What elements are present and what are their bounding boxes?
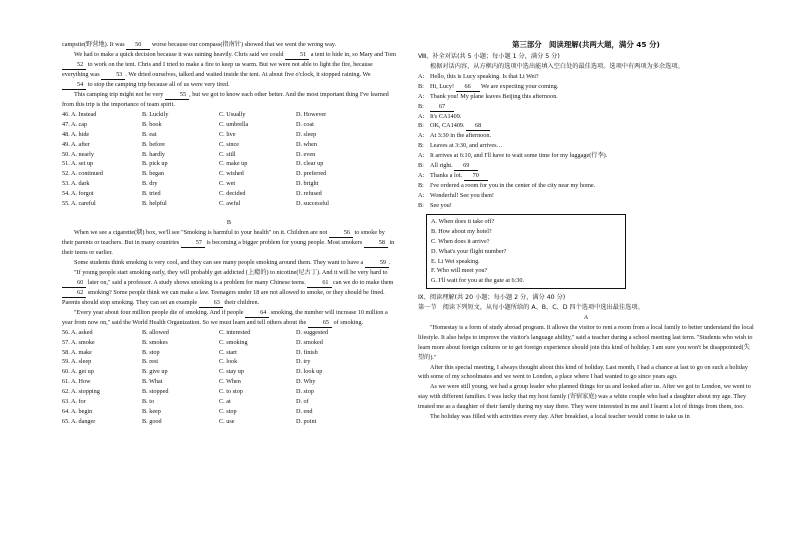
dialogue-text: It arrives at 6:10, and I'll have to wait some time for my luggage(行李).	[430, 152, 608, 160]
box-option: F. Who will meet you?	[431, 267, 488, 275]
cloze-a-options	[62, 110, 396, 209]
box-option: B. How about my hotel?	[431, 227, 492, 235]
answer-blank: 56	[329, 229, 353, 238]
passage-b-paragraph: When we see a cigarette(烟) box, we'll see "Smoking is harmful to your health" on it. Children are not 56 to smoke by their parents or teachers. But in many countries 57 is becoming a bigger problem for young people. Most smokers 58 in their teens or earlier.	[62, 228, 395, 256]
answer-blank: 69	[454, 162, 478, 171]
answer-blank: 52	[62, 61, 86, 70]
option-cell: D. sleep	[296, 130, 317, 138]
answer-blank: 50	[126, 41, 150, 50]
option-cell: D. try	[296, 358, 311, 366]
option-cell: D. end	[296, 407, 313, 415]
dialogue-line	[418, 181, 754, 191]
passage-a-label: A	[583, 314, 589, 322]
speaker-label: A:	[418, 152, 425, 160]
dialogue-line	[418, 171, 754, 181]
option-cell: B. to	[142, 398, 155, 406]
option-cell: B. dry	[142, 180, 158, 188]
speaker-label: B:	[418, 142, 424, 150]
answer-blank: 53	[101, 71, 125, 80]
dialogue-text: Wonderful! See you then!	[430, 192, 494, 200]
speaker-label: A:	[418, 132, 425, 140]
option-cell: D. look up	[296, 368, 323, 376]
option-cell: B. pick up	[142, 160, 168, 168]
option-cell: 47. A. cap	[62, 120, 88, 128]
dialogue-text	[430, 102, 754, 112]
option-cell: B. keep	[142, 407, 161, 415]
option-cell: C. start	[219, 348, 237, 356]
option-cell: D. point	[296, 417, 317, 425]
option-cell: 52. A. continued	[62, 170, 103, 178]
option-cell: 51. A. set up	[62, 160, 94, 168]
answer-blank: 58	[364, 239, 388, 248]
passage-a-paragraph: This camping trip might not be very 55 , but we got to know each other better. And the most important thing I've learned from this trip is the importance of team spirit.	[62, 91, 389, 108]
option-cell: D. of	[296, 398, 309, 406]
dialogue-line	[418, 191, 754, 201]
option-cell: B. rest	[142, 358, 159, 366]
option-cell: B. tried	[142, 190, 161, 198]
passage-b-paragraph: "Every year about four million people die of smoking. And if people 64 smoking, the number will increase 10 million a year from now on," said the World Health Organization. So we must learn and tell others about the 65 of smoking.	[62, 308, 388, 326]
option-cell: 49. A. after	[62, 140, 90, 148]
option-cell: B. give up	[142, 368, 168, 376]
option-cell: 60. A. get up	[62, 368, 94, 376]
box-option: C. When does it arrive?	[431, 237, 490, 245]
option-cell: B. smokes	[142, 338, 168, 346]
dialogue-line	[418, 82, 754, 92]
option-cell: 58. A. make	[62, 348, 92, 356]
option-cell: 54. A. forgot	[62, 190, 94, 198]
option-cell: C. umbrella	[219, 120, 249, 128]
option-cell: C. wished	[219, 170, 244, 178]
option-cell: C. Usually	[219, 110, 246, 118]
box-option: D. What's your flight number?	[431, 247, 507, 255]
option-cell: D. refused	[296, 190, 322, 198]
option-cell: B. eat	[142, 130, 157, 138]
option-cell: D. suggested	[296, 328, 328, 336]
answer-blank: 66	[456, 83, 480, 92]
cloze-b-options	[62, 328, 396, 427]
dialogue-line	[418, 151, 754, 161]
dialogue-line	[418, 161, 754, 171]
answer-blank: 60	[62, 279, 86, 288]
right-column	[418, 40, 754, 422]
reading-paragraph: As we were still young, we had a group leader who planned things for us and looked after us. After we got to London, we went to stay with different families. I was lucky that my host family (寄宿家庭) was a white couple who had a daughter about my age. They treated me as a daughter of their family during my stay there. They were interested in me and I learnt a lot of things from them, too.	[418, 383, 751, 411]
option-cell: D. bright	[296, 180, 319, 188]
speaker-label: B:	[418, 162, 424, 170]
answer-blank: 68	[466, 122, 490, 131]
section-b-label: B	[226, 218, 232, 226]
answer-blank: 51	[285, 51, 309, 60]
answer-blank: 61	[307, 279, 331, 288]
left-column	[62, 40, 396, 427]
dialogue-text: It's CA1409.	[430, 112, 462, 120]
dialogue-text: Hi, Lucy! 66 We are expecting your coming.	[430, 82, 559, 90]
option-cell: C. since	[219, 140, 239, 148]
option-cell: B. Luckily	[142, 110, 169, 118]
dialogue-line	[418, 141, 754, 151]
dialogue-text: Thanks a lot. 70	[430, 171, 754, 181]
speaker-label: A:	[418, 192, 425, 200]
option-cell: B. began	[142, 170, 164, 178]
option-cell: C. awful	[219, 200, 241, 208]
option-cell: C. make up	[219, 160, 248, 168]
box-option: E. Li Wei speaking.	[431, 257, 480, 265]
section-reading-title: Ⅸ、阅读理解(共 20 小题；每小题 2 分，满分 40 分)	[418, 294, 566, 302]
option-cell: D. even	[296, 150, 316, 158]
option-box	[426, 214, 626, 289]
option-cell: D. when	[296, 140, 317, 148]
passage-a-paragraph: We had to make a quick decision because it was raining heavily. Chris said we could 51 a tent to hide in, so Mary and Tom 52 to work on the tent. Chris and I tried to make a fire to keep us warm. But we were not able to light the fire, because everything was 53 . We dried ourselves, talked and waited inside the tent. At about five o'clock, it stopped raining. We 54 to stop the camping trip because all of us were very tired.	[62, 51, 396, 88]
option-cell: 55. A. careful	[62, 200, 96, 208]
option-cell: D. stop	[296, 388, 314, 396]
dialogue-line	[418, 92, 754, 102]
option-cell: B. stop	[142, 348, 160, 356]
reading-paragraph: After this special meeting, I always thought about this kind of holiday. Last month, I had a chance at last to go on such a holiday with some of my schoolmates and we went to London, a place where I had wanted to go since years ago.	[418, 363, 748, 381]
option-cell: 50. A. nearly	[62, 150, 94, 158]
option-cell: 61. A. How	[62, 378, 91, 386]
speaker-label: A:	[418, 72, 425, 80]
speaker-label: B:	[418, 182, 424, 190]
option-cell: 46. A. Instead	[62, 110, 97, 118]
option-cell: 63. A. for	[62, 398, 86, 406]
passage-b-paragraph: "If young people start smoking early, they will probably get addicted (上瘾的) to nicotine(尼古丁). And it will be very hard to 60 later on," said a professor. A study shows smoking is a problem for many Chinese teens. 61 can we do to make them 62 smoking? Some people think we can make a law. Teenagers under 18 are not allowed to smoke, or they should be fined. Parents should stop smoking. They can set an example 63 their children.	[62, 268, 394, 306]
option-cell: D. Why	[296, 378, 316, 386]
option-cell: D. successful	[296, 200, 329, 208]
passage-a-ending: campsite(野营地). It was 50 worse because our compass(指南针) showed that we went the wrong way.	[62, 41, 337, 48]
answer-blank: 57	[181, 239, 205, 248]
option-cell: C. stay up	[219, 368, 244, 376]
dialogue-line	[418, 112, 754, 122]
dialogue	[418, 72, 754, 211]
answer-blank: 59	[365, 259, 389, 268]
option-cell: D. preferred	[296, 170, 327, 178]
option-cell: C. decided	[219, 190, 246, 198]
speaker-label: A:	[418, 92, 425, 100]
option-cell: D. finish	[296, 348, 318, 356]
answer-blank: 64	[245, 309, 269, 318]
section-dialogue-instructions: 根据对话内容，从方框内的选项中选出能填入空白处的最佳选项。选项中有两项为多余选项。	[430, 62, 684, 70]
section-reading-instructions: 第一节 阅读下列短文，从每小题所给的 A、B、C、D 四个选项中选出最佳选项。	[418, 304, 644, 312]
answer-blank: 54	[62, 81, 86, 90]
option-cell: C. live	[219, 130, 236, 138]
dialogue-line	[418, 121, 754, 131]
option-cell: C. still	[219, 150, 236, 158]
box-option: G. I'll wait for you at the gate at 6:30.	[431, 277, 525, 285]
dialogue-text: Leaves at 3:30, and arrives…	[430, 142, 503, 150]
dialogue-text: All right. 69	[430, 161, 754, 171]
option-cell: C. wet	[219, 180, 236, 188]
option-cell: 62. A. stopping	[62, 388, 100, 396]
option-cell: 65. A. danger	[62, 417, 96, 425]
option-cell: D. However	[296, 110, 327, 118]
option-cell: C. at	[219, 398, 231, 406]
answer-blank: 62	[62, 289, 86, 298]
answer-blank: 70	[464, 172, 488, 181]
option-cell: 56. A. asked	[62, 328, 93, 336]
option-cell: B. What	[142, 378, 163, 386]
answer-blank: 65	[308, 319, 332, 328]
option-cell: D. clear up	[296, 160, 324, 168]
dialogue-line	[418, 102, 754, 112]
option-cell: C. look	[219, 358, 238, 366]
box-option: A. When does it take off?	[431, 217, 495, 225]
speaker-label: A:	[418, 172, 425, 180]
option-cell: B. good	[142, 417, 162, 425]
answer-blank: 67	[430, 103, 454, 112]
dialogue-text: Hello, this is Lucy speaking. Is that Li Wei?	[430, 72, 539, 80]
option-cell: C. to stop	[219, 388, 243, 396]
dialogue-text: I've ordered a room for you in the center of the city near my home.	[430, 182, 596, 190]
section-dialogue-title: Ⅷ、补全对话(共 5 小题；每小题 1 分，满分 5 分)	[418, 52, 560, 60]
option-cell: 57. A. smoke	[62, 338, 95, 346]
option-cell: C. interested	[219, 328, 251, 336]
option-cell: 64. A. begin	[62, 407, 93, 415]
dialogue-text: See you!	[430, 201, 452, 209]
option-cell: B. helpful	[142, 200, 167, 208]
option-cell: C. When	[219, 378, 241, 386]
answer-blank: 55	[165, 91, 189, 100]
dialogue-text: OK, CA1409. 68	[430, 121, 754, 131]
dialogue-line	[418, 131, 754, 141]
dialogue-line	[418, 201, 754, 211]
option-cell: 48. A. hide	[62, 130, 90, 138]
dialogue-text: Thank you! My plane leaves Beijing this afternoon.	[430, 92, 558, 100]
option-cell: 53. A. dark	[62, 180, 90, 188]
option-cell: B. book	[142, 120, 162, 128]
speaker-label: B:	[418, 82, 424, 90]
reading-paragraph: The holiday was filled with activities every day. After breakfast, a local teacher would come to take us in	[430, 413, 690, 421]
option-cell: C. smoking	[219, 338, 248, 346]
option-cell: D. smoked	[296, 338, 323, 346]
speaker-label: B:	[418, 122, 424, 130]
answer-blank: 63	[199, 299, 223, 308]
speaker-label: B:	[418, 102, 424, 110]
dialogue-line	[418, 72, 754, 82]
dialogue-text: At 3:30 in the afternoon.	[430, 132, 492, 140]
option-cell: B. hardly	[142, 150, 166, 158]
reading-paragraph: "Homestay is a form of study abroad program. It allows the visitor to rent a room from a local family to better understand the local lifestyle. It also helps to improve the visitor's language ability," said a teacher during a school meeting last term. "Students who wish to learn more about foreign cultures or to get foreign experience should join this kind of holiday. I am sure you won't be disappointed(失望的)."	[418, 323, 754, 361]
option-cell: B. allowed	[142, 328, 169, 336]
passage-b-paragraph: Some students think smoking is very cool, and they can see many people smoking around them. They want to have a 59 .	[74, 258, 391, 266]
option-cell: 59. A. sleep	[62, 358, 92, 366]
speaker-label: A:	[418, 112, 425, 120]
part-three-title: 第三部分 阅读理解(共两大题，满分 45 分)	[512, 40, 660, 49]
option-cell: D. coat	[296, 120, 314, 128]
speaker-label: B:	[418, 201, 424, 209]
option-cell: C. stop	[219, 407, 237, 415]
option-cell: B. before	[142, 140, 166, 148]
option-cell: B. stopped	[142, 388, 169, 396]
option-cell: C. use	[219, 417, 235, 425]
